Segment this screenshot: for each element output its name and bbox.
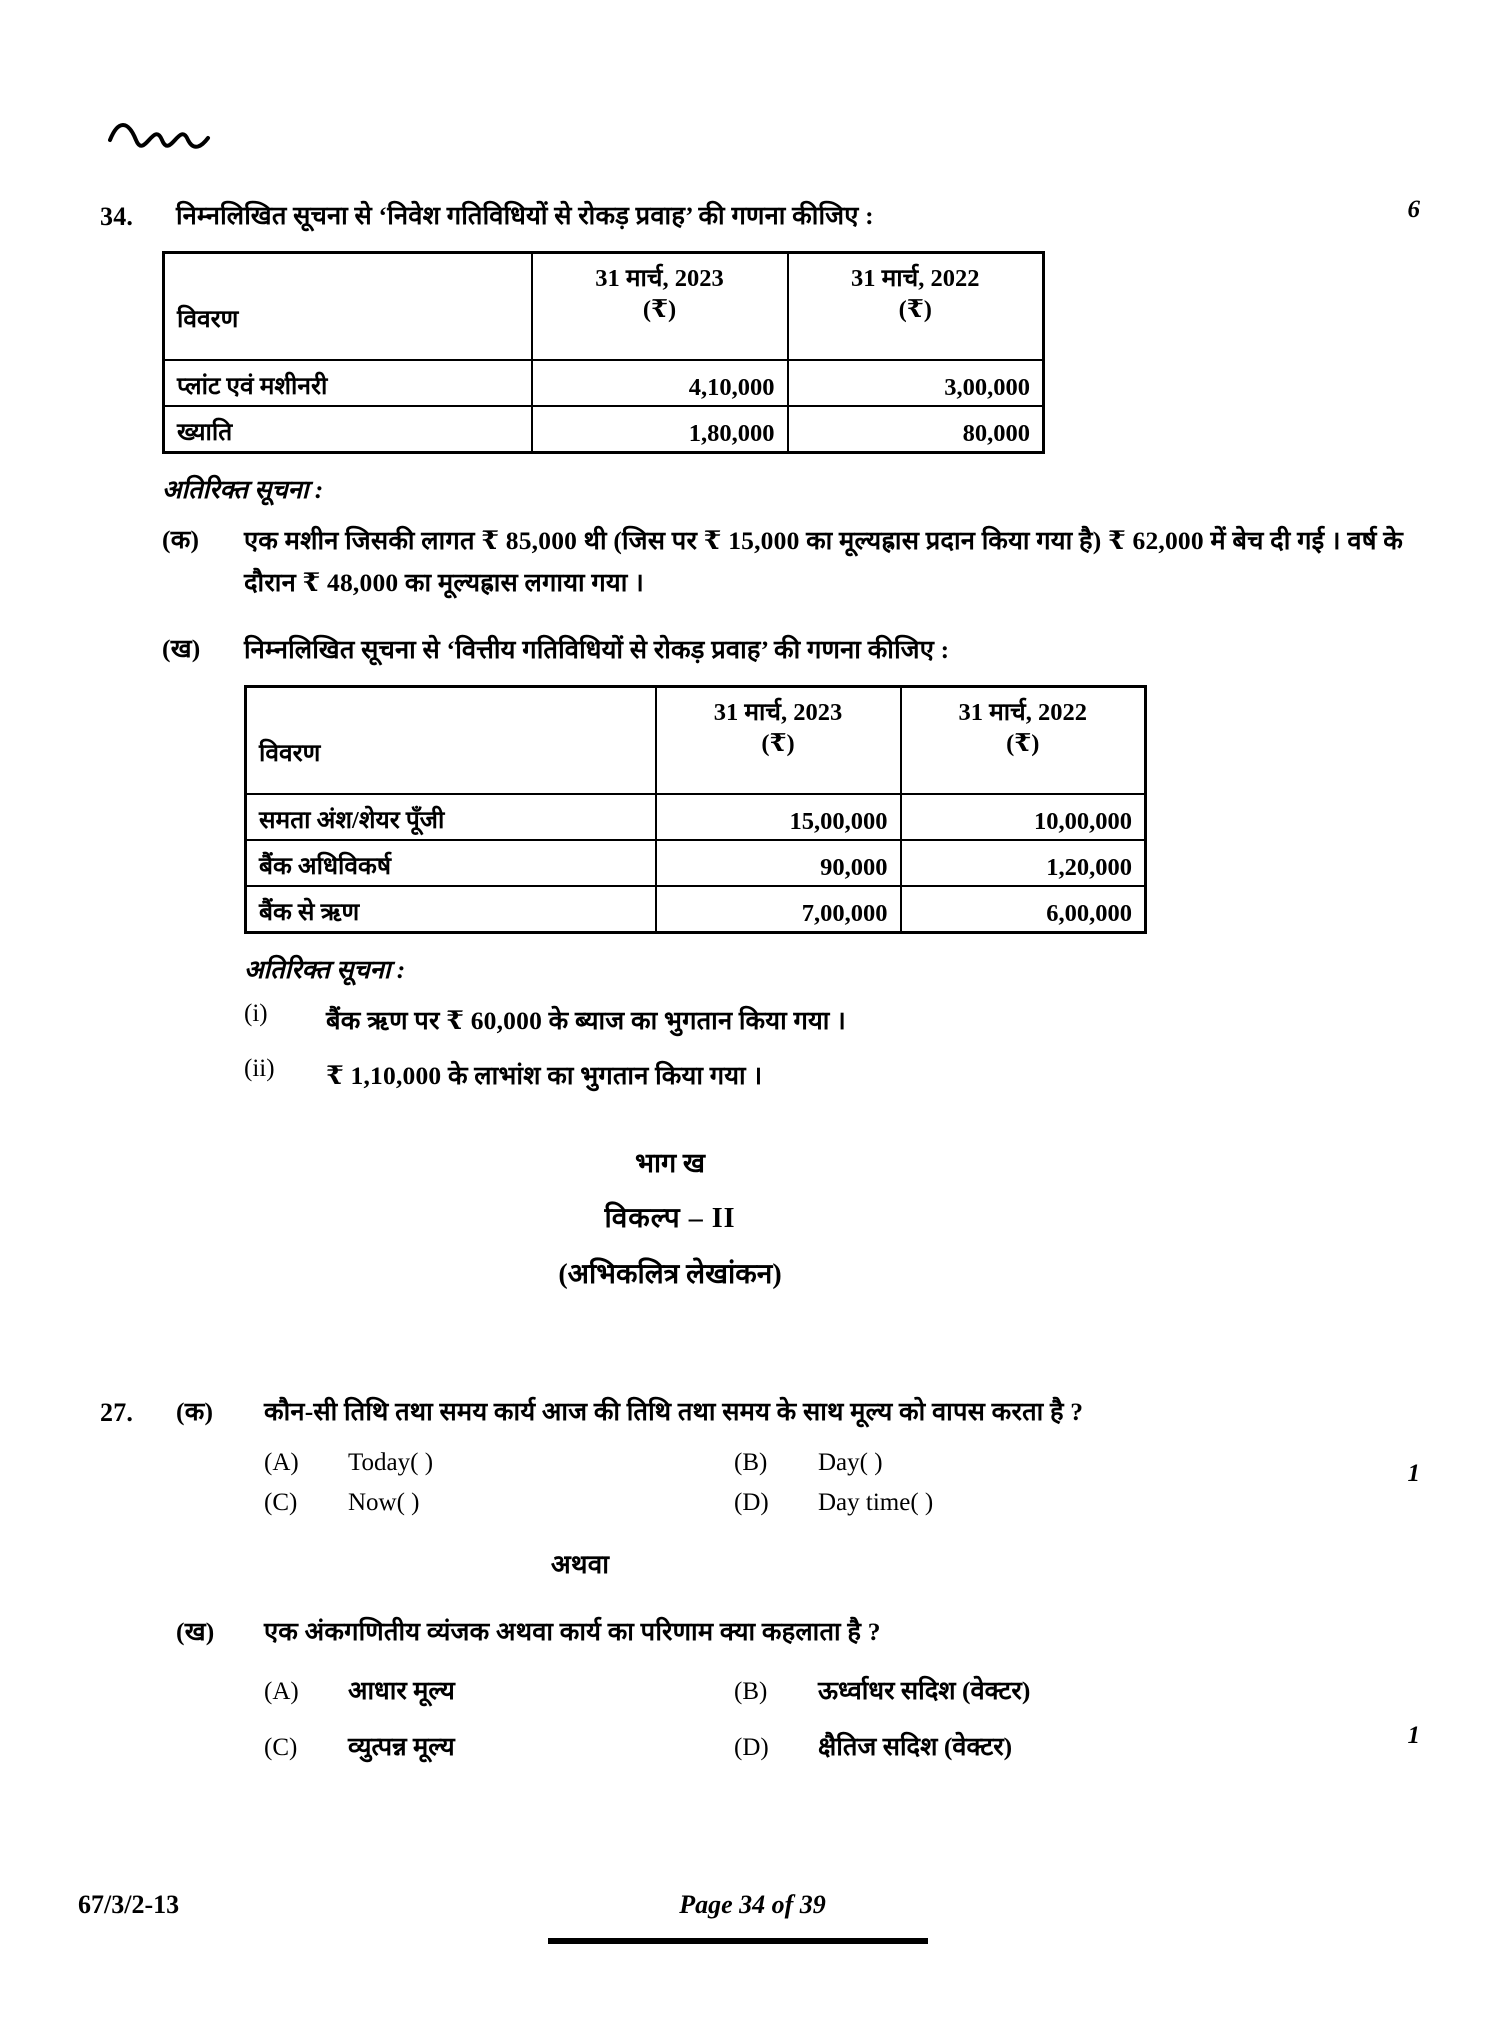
squiggle-mark (108, 118, 218, 152)
question-27-kha-options (264, 1673, 1420, 1763)
question-27-ka-options (264, 1449, 1420, 1517)
question-27-part-kha-row (100, 1612, 1420, 1652)
table2-header-2022-currency: (₹) (1006, 730, 1040, 758)
table-header-row (164, 253, 1044, 361)
option-c-tag: (C) (264, 1489, 298, 1517)
page-number: Page 34 of 39 (679, 1890, 826, 1919)
option-d[interactable] (734, 1489, 1204, 1517)
table2-header-particulars: विवरण (246, 687, 656, 795)
table2-row1-label: बैंक अधिविकर्ष (246, 840, 656, 886)
question-34-part-kha (162, 629, 1420, 670)
question-34-part-ka (162, 520, 1420, 603)
table2-row0-2023: 15,00,000 (656, 794, 901, 840)
table2-header-2023 (656, 687, 901, 795)
table2-row2-2023: 7,00,000 (656, 886, 901, 933)
question-27-ka-text: कौन-सी तिथि तथा समय कार्य आज की तिथि तथा समय के साथ मूल्य को वापस करता है ? (264, 1397, 1084, 1426)
table2-header-2022 (901, 687, 1146, 795)
option-line (264, 1673, 1420, 1707)
page-footer (0, 1890, 1505, 2000)
part-kha-marker: (ख) (162, 633, 201, 663)
table2-row1-2022: 1,20,000 (901, 840, 1146, 886)
section-heading-part: भाग ख (634, 1147, 705, 1178)
table2-header-2023-currency: (₹) (761, 730, 795, 758)
question-34-header-row (100, 196, 1420, 237)
question-27-kha-marks: 1 (1407, 1722, 1420, 1749)
option-b-text: Day( ) (818, 1449, 883, 1477)
table2-row2-label: बैंक से ऋण (246, 886, 656, 933)
note-i (244, 1000, 1420, 1041)
option-line (264, 1729, 1420, 1763)
option-b-tag: (B) (734, 1449, 768, 1477)
option-line (264, 1489, 1420, 1517)
question-27-ka-marks: 1 (1407, 1460, 1420, 1487)
note-ii-marker: (ii) (244, 1055, 275, 1083)
note-ii (244, 1055, 1420, 1096)
table1-row0-2022: 3,00,000 (788, 360, 1044, 406)
table1-header-2023-currency: (₹) (642, 296, 677, 324)
question-27-kha-marker: (ख) (176, 1616, 215, 1646)
option-a-tag: (A) (264, 1449, 299, 1477)
option-c-text: Now( ) (348, 1489, 420, 1517)
table-row (246, 794, 1146, 840)
option-a-tag: (A) (264, 1678, 299, 1706)
question-27 (100, 1392, 1420, 1775)
additional-info-heading-1: अतिरिक्त सूचना : (162, 475, 324, 505)
question-34 (100, 196, 1420, 1292)
table2-row1-2023: 90,000 (656, 840, 901, 886)
question-27-ka-marker: (क) (176, 1397, 214, 1426)
additional-info-heading-2: अतिरिक्त सूचना : (244, 955, 406, 985)
part-ka-marker: (क) (162, 525, 200, 555)
table1-header-particulars: विवरण (164, 253, 532, 361)
table2-header-2022-label: 31 मार्च, 2022 (958, 699, 1087, 727)
paper-code: 67/3/2-13 (78, 1890, 180, 1919)
financing-activities-table (244, 685, 1147, 934)
question-27-number: 27. (100, 1398, 134, 1427)
table1-header-2022-currency: (₹) (898, 296, 932, 324)
table2-row0-2022: 10,00,000 (901, 794, 1146, 840)
question-34-prompt: निम्नलिखित सूचना से ‘निवेश गतिविधियों से रोकड़ प्रवाह’ की गणना कीजिए : (176, 201, 874, 230)
table2-header-2023-label: 31 मार्च, 2023 (713, 699, 843, 727)
table-row (246, 840, 1146, 886)
table-row (246, 886, 1146, 933)
option-d-text: Day time( ) (818, 1489, 934, 1517)
option-b-text: ऊर्ध्वाधर सदिश (वेक्टर) (818, 1676, 1031, 1706)
option-a[interactable] (264, 1449, 734, 1477)
part-kha-prompt: निम्नलिखित सूचना से ‘वित्तीय गतिविधियों से रोकड़ प्रवाह’ की गणना कीजिए : (244, 634, 950, 664)
question-34-marks: 6 (1407, 196, 1420, 223)
table1-header-2022-label: 31 मार्च, 2022 (851, 265, 980, 293)
question-34-number: 34. (100, 202, 134, 231)
option-b[interactable] (734, 1673, 1204, 1707)
section-heading-option: विकल्प – II (604, 1202, 736, 1234)
table-header-row (246, 687, 1146, 795)
option-a-text: आधार मूल्य (348, 1676, 455, 1706)
option-a[interactable] (264, 1673, 734, 1707)
table1-row0-label: प्लांट एवं मशीनरी (164, 360, 532, 406)
section-heading-subject: (अभिकलित्र लेखांकन) (558, 1258, 782, 1290)
footer-divider (548, 1938, 928, 1944)
table1-header-2022 (788, 253, 1044, 361)
part-ka-text: एक मशीन जिसकी लागत ₹ 85,000 थी (जिस पर ₹ 15,000 का मूल्यह्रास प्रदान किया गया है) ₹ 62,000 में बेच दी गई । वर्ष के दौरान ₹ 48,000 का मूल्यह्रास लगाया गया । (244, 526, 1404, 597)
option-c-tag: (C) (264, 1734, 298, 1762)
option-b-tag: (B) (734, 1678, 768, 1706)
option-a-text: Today( ) (348, 1449, 434, 1477)
table2-row2-2022: 6,00,000 (901, 886, 1146, 933)
option-c-text: व्युत्पन्न मूल्य (348, 1732, 455, 1762)
option-d-tag: (D) (734, 1734, 769, 1762)
investing-activities-table (162, 251, 1045, 454)
option-b[interactable] (734, 1449, 1204, 1477)
option-d-text: क्षैतिज सदिश (वेक्टर) (818, 1732, 1013, 1762)
option-d-tag: (D) (734, 1489, 769, 1517)
option-d[interactable] (734, 1729, 1204, 1763)
option-c[interactable] (264, 1489, 734, 1517)
table-row (164, 406, 1044, 453)
table1-row1-label: ख्याति (164, 406, 532, 453)
note-i-text: बैंक ऋण पर ₹ 60,000 के ब्याज का भुगतान किया गया । (326, 1006, 847, 1036)
question-27-kha-text: एक अंकगणितीय व्यंजक अथवा कार्य का परिणाम क्या कहलाता है ? (264, 1616, 881, 1646)
question-27-kha-spacer (100, 1612, 176, 1613)
table1-header-2023-label: 31 मार्च, 2023 (595, 265, 724, 293)
note-ii-text: ₹ 1,10,000 के लाभांश का भुगतान किया गया । (326, 1061, 763, 1091)
table1-row1-2023: 1,80,000 (532, 406, 788, 453)
table1-row1-2022: 80,000 (788, 406, 1044, 453)
table2-row0-label: समता अंश/शेयर पूँजी (246, 794, 656, 840)
table1-header-2023 (532, 253, 788, 361)
question-27-part-ka-row (100, 1392, 1420, 1433)
note-i-marker: (i) (244, 1000, 268, 1028)
table-row (164, 360, 1044, 406)
or-label: अथवा (550, 1550, 610, 1580)
option-line (264, 1449, 1420, 1477)
table1-row0-2023: 4,10,000 (532, 360, 788, 406)
option-c[interactable] (264, 1729, 734, 1763)
